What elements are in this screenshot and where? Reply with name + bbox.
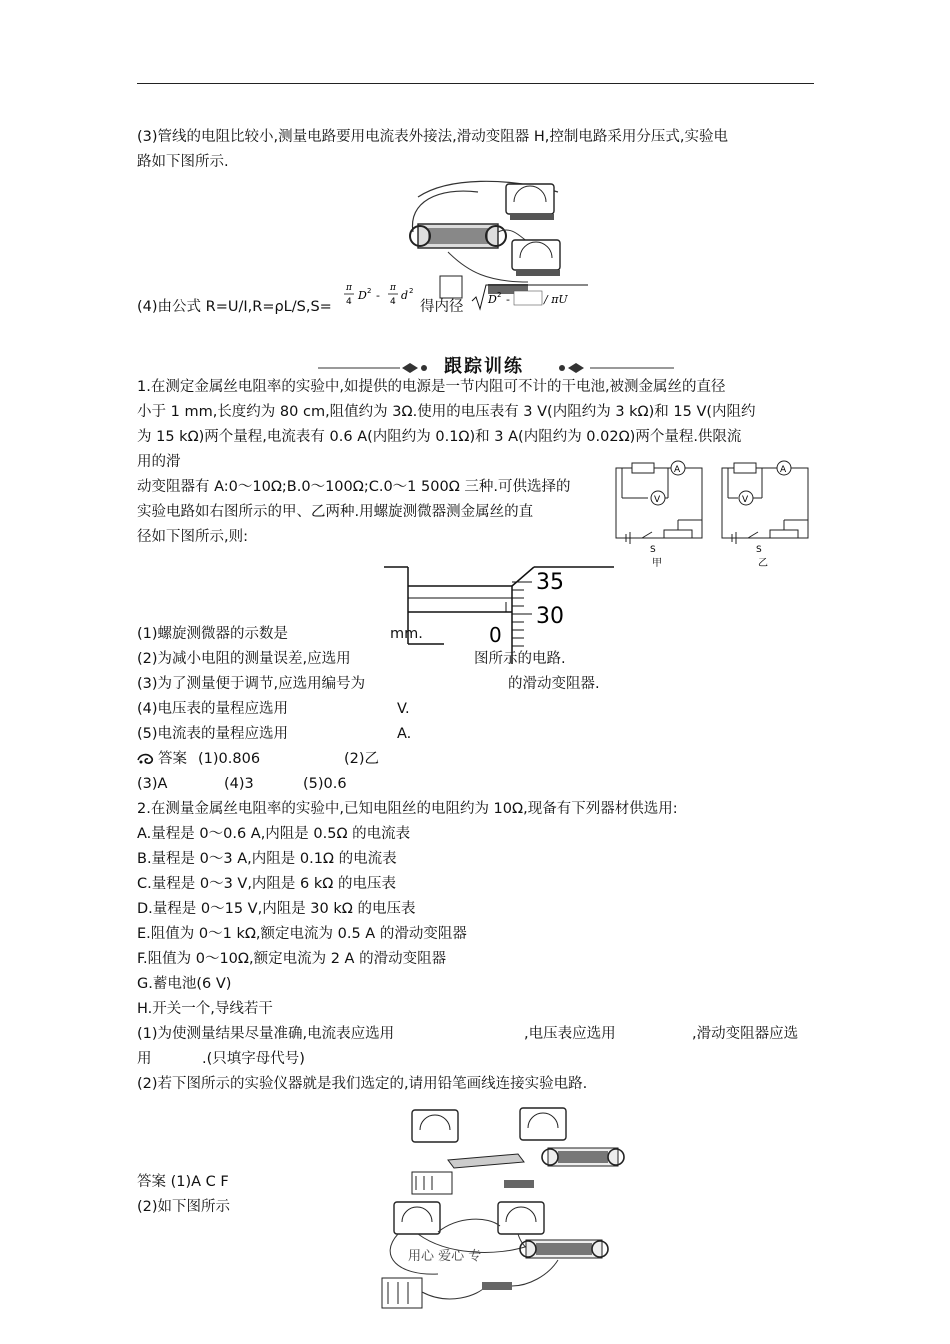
q1-sub-4-unit: V. — [397, 701, 410, 717]
sqrt-sq: 2 — [497, 291, 502, 299]
q1-answer-4: (4)3 — [224, 776, 254, 792]
formula-pi-1: π — [346, 283, 352, 293]
q1-sub-2: (2)为减小电阻的测量误差,应选用 — [137, 651, 351, 667]
intro-line-2: 路如下图所示. — [137, 154, 229, 170]
q1-sub-5-unit: A. — [397, 726, 412, 742]
q1-answer-label: 答案 — [158, 751, 187, 767]
yi-ammeter-label: A — [780, 465, 787, 475]
jia-voltmeter-label: V — [654, 495, 661, 505]
q1-line-5: 动变阻器有 A:0～10Ω;B.0～100Ω;C.0～1 500Ω 三种.可供选择的 — [137, 479, 571, 495]
yi-switch-label: S — [756, 545, 762, 555]
header-rule — [137, 83, 814, 84]
jia-ammeter-label: A — [674, 465, 681, 475]
q1-sub-4: (4)电压表的量程应选用 — [137, 701, 289, 717]
q2-sub-1-c: ,滑动变阻器应选 — [692, 1026, 799, 1042]
q1-sub-3-tail: 的滑动变阻器. — [508, 676, 600, 692]
q1-sub-5: (5)电流表的量程应选用 — [137, 726, 289, 742]
q1-line-6: 实验电路如右图所示的甲、乙两种.用螺旋测微器测金属丝的直 — [137, 504, 534, 520]
q1-sub-1-unit: mm. — [390, 626, 423, 642]
formula-four-2: 4 — [390, 297, 396, 307]
circuit-right-label: 乙 — [758, 558, 768, 569]
intro-line-1: (3)管线的电阻比较小,测量电路要用电流表外接法,滑动变阻器 H,控制电路采用分压式,实验电 — [137, 129, 728, 145]
yi-voltmeter-label: V — [742, 495, 749, 505]
apparatus-figure-2 — [408, 1106, 628, 1196]
q2-sub-1-b: ,电压表应选用 — [524, 1026, 616, 1042]
circuit-diagrams — [612, 458, 812, 570]
q2-sub-2: (2)若下图所示的实验仪器就是我们选定的,请用铅笔画线连接实验电路. — [137, 1076, 588, 1092]
q1-sub-1: (1)螺旋测微器的示数是 — [137, 626, 289, 642]
micrometer-mark-0: 0 — [489, 623, 502, 647]
sqrt-tail: / πU — [544, 293, 568, 306]
q2-item-c: C.量程是 0～3 V,内阻是 6 kΩ 的电压表 — [137, 876, 396, 892]
q2-item-d: D.量程是 0～15 V,内阻是 30 kΩ 的电压表 — [137, 901, 416, 917]
q2-item-b: B.量程是 0～3 A,内阻是 0.1Ω 的电流表 — [137, 851, 397, 867]
micrometer-mark-35: 35 — [536, 570, 564, 595]
formula-pi-2: π — [390, 283, 396, 293]
formula-four-1: 4 — [346, 297, 352, 307]
q2-answer-line-2: (2)如下图所示 — [137, 1199, 231, 1215]
q1-answer-3: (3)A — [137, 776, 168, 792]
q1-line-4: 用的滑 — [137, 454, 181, 470]
q2-item-e: E.阻值为 0～1 kΩ,额定电流为 0.5 A 的滑动变阻器 — [137, 926, 467, 942]
circuit-yi — [722, 461, 808, 569]
q1-line-7: 径如下图所示,则: — [137, 529, 248, 545]
formula-sq-2: 2 — [409, 287, 414, 295]
q2-item-f: F.阻值为 0～10Ω,额定电流为 2 A 的滑动变阻器 — [137, 951, 447, 967]
micrometer-mark-30: 30 — [536, 604, 564, 629]
jia-switch-label: S — [650, 545, 656, 555]
q2-item-h: H.开关一个,导线若干 — [137, 1001, 273, 1017]
formula-sq-1: 2 — [367, 287, 372, 295]
q1-line-1: 1.在测定金属丝电阻率的实验中,如提供的电源是一节内阻可不计的干电池,被测金属丝的直径 — [137, 379, 726, 395]
sqrt-formula — [470, 283, 590, 313]
section-title: 跟踪训练 — [444, 356, 524, 377]
answer-icon — [137, 752, 155, 766]
circuit-left-label: 甲 — [652, 558, 662, 569]
q1-sub-3: (3)为了测量便于调节,应选用编号为 — [137, 676, 366, 692]
q1-sub-2-tail: 图所示的电路. — [474, 651, 566, 667]
q1-answer-1: (1)0.806 — [198, 751, 261, 767]
formula-area — [340, 278, 420, 314]
intro-line-4-prefix: (4)由公式 R=U/I,R=ρL/S,S= — [137, 299, 332, 315]
formula-d: d — [401, 289, 409, 302]
formula-minus: - — [376, 289, 380, 302]
q2-sub-1-d: 用 — [137, 1051, 152, 1067]
q2-item-a: A.量程是 0～0.6 A,内阻是 0.5Ω 的电流表 — [137, 826, 411, 842]
q2-item-g: G.蓄电池(6 V) — [137, 976, 232, 992]
q1-line-3: 为 15 kΩ)两个量程,电流表有 0.6 A(内阻约为 0.1Ω)和 3 A(内阻约为 0.02Ω)两个量程.供限流 — [137, 429, 742, 445]
circuit-jia — [616, 461, 702, 569]
q1-answer-5: (5)0.6 — [303, 776, 347, 792]
intro-line-4-mid: 得内径 — [420, 299, 464, 315]
q2-answer-line-1: 答案 (1)A C F — [137, 1174, 229, 1190]
q1-line-2: 小于 1 mm,长度约为 80 cm,阻值约为 3Ω.使用的电压表有 3 V(内阻约为 3 kΩ)和 15 V(内阻约 — [137, 404, 756, 420]
q2-sub-1-a: (1)为使测量结果尽量准确,电流表应选用 — [137, 1026, 395, 1042]
q2-sub-1-e: .(只填字母代号) — [202, 1051, 305, 1067]
q2-line-1: 2.在测量金属丝电阻率的实验中,已知电阻丝的电阻约为 10Ω,现备有下列器材供选用: — [137, 801, 678, 817]
formula-D: D — [358, 289, 367, 302]
sqrt-minus: - — [506, 293, 510, 306]
q1-answer-2: (2)乙 — [344, 751, 380, 767]
sqrt-D: D — [488, 293, 497, 306]
watermark-text: 用心 爱心 专 — [408, 1249, 482, 1264]
